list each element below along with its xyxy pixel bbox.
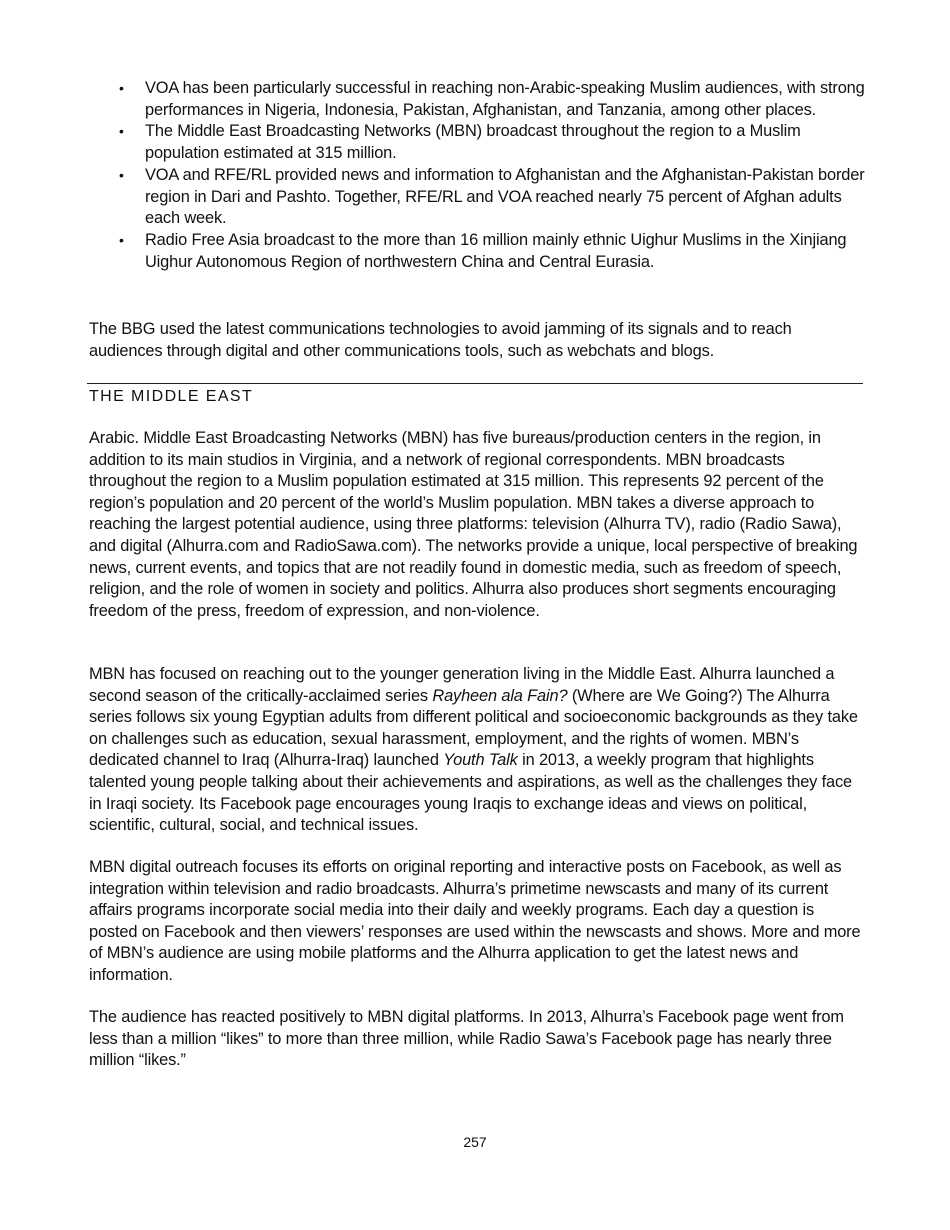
bullet-icon: • <box>119 123 124 140</box>
bullet-item <box>110 78 870 121</box>
youth-paragraph-text: MBN has focused on reaching out to the younger generation living in the Middle East. Alhurra launched a second season of the critically-acclaimed series <box>89 665 835 705</box>
youth-paragraph-text: (Where are We Going?) The Alhurra series follows six young Egyptian adults from different political and socioeconomic backgrounds as they take on challenges such as education, sexual harassment, employment, and the rights of women. MBN’s dedicated channel to Iraq (Alhurra-Iraq) launched <box>89 686 858 770</box>
intro-paragraph: The BBG used the latest communications technologies to avoid jamming of its signals and to reach audiences through digital and other communications tools, such as webchats and blogs. <box>89 320 792 360</box>
section-heading: THE MIDDLE EAST <box>89 388 254 405</box>
bullet-item <box>110 230 870 273</box>
audience-paragraph: The audience has reacted positively to MBN digital platforms. In 2013, Alhurra’s Facebook page went from less than a million “likes” to more than three million, while Radio Sawa’s Facebook page has nearly three million “likes.” <box>89 1008 844 1070</box>
bullet-text: VOA has been particularly successful in reaching non-Arabic-speaking Muslim audiences, with strong performances in Nigeria, Indonesia, Pakistan, Afghanistan, and Tanzania, among other places. <box>145 79 865 119</box>
youth-paragraph-text: in 2013, a weekly program that highlights talented young people talking about their achievements and aspirations, as well as the challenges they face in Iraqi society. Its Facebook page encourages young Iraqis to exchange ideas and views on political, scientific, cultural, social, and technical issues. <box>89 751 853 835</box>
bullet-text: VOA and RFE/RL provided news and information to Afghanistan and the Afghanistan-Pakistan border region in Dari and Pashto. Together, RFE/RL and VOA reached nearly 75 percent of Afghan adults each week. <box>145 165 865 228</box>
digital-paragraph: MBN digital outreach focuses its efforts on original reporting and interactive posts on Facebook, as well as integration within television and radio broadcasts. Alhurra’s primetime newscasts and many of its current affairs programs incorporate social media into their daily and weekly programs. Each day a question is posted on Facebook and then viewers’ responses are used within the newscasts and shows. More and more of MBN’s audience are using mobile platforms and the Alhurra application to get the latest news and information. <box>89 858 861 984</box>
youth-paragraph <box>89 664 864 837</box>
bullet-item <box>110 165 870 230</box>
section-divider <box>87 383 863 384</box>
bullet-icon: • <box>119 80 124 96</box>
bullet-text: The Middle East Broadcasting Networks (MBN) broadcast throughout the region to a Muslim population estimated at 315 million. <box>145 122 801 163</box>
bullet-icon: • <box>119 166 124 183</box>
program-title: Youth Talk <box>443 751 518 770</box>
arabic-paragraph: Arabic. Middle East Broadcasting Networks (MBN) has five bureaus/production centers in the region, in addition to its main studios in Virginia, and a network of regional correspondents. MBN broadcasts throughout the region to a Muslim population estimated at 315 million. This represents 92 percent of the region’s population and 20 percent of the world’s Muslim population. MBN takes a diverse approach to reaching the largest potential audience, using three platforms: television (Alhurra TV), radio (Radio Sawa), and digital (Alhurra.com and RadioSawa.com). The networks provide a unique, local perspective of breaking news, current events, and topics that are not readily found in domestic media, such as freedom of speech, religion, and the role of women in society and politics. Alhurra also produces short segments encouraging freedom of the press, freedom of expression, and non-violence. <box>89 429 858 620</box>
bullet-text: Radio Free Asia broadcast to the more than 16 million mainly ethnic Uighur Muslims in the Xinjiang Uighur Autonomous Region of northwestern China and Central Eurasia. <box>145 230 847 271</box>
bullet-item <box>110 121 870 164</box>
series-title: Rayheen ala Fain? <box>432 686 568 705</box>
bullet-icon: • <box>119 231 124 248</box>
page-number: 257 <box>463 1134 487 1150</box>
bullet-list <box>110 78 870 273</box>
